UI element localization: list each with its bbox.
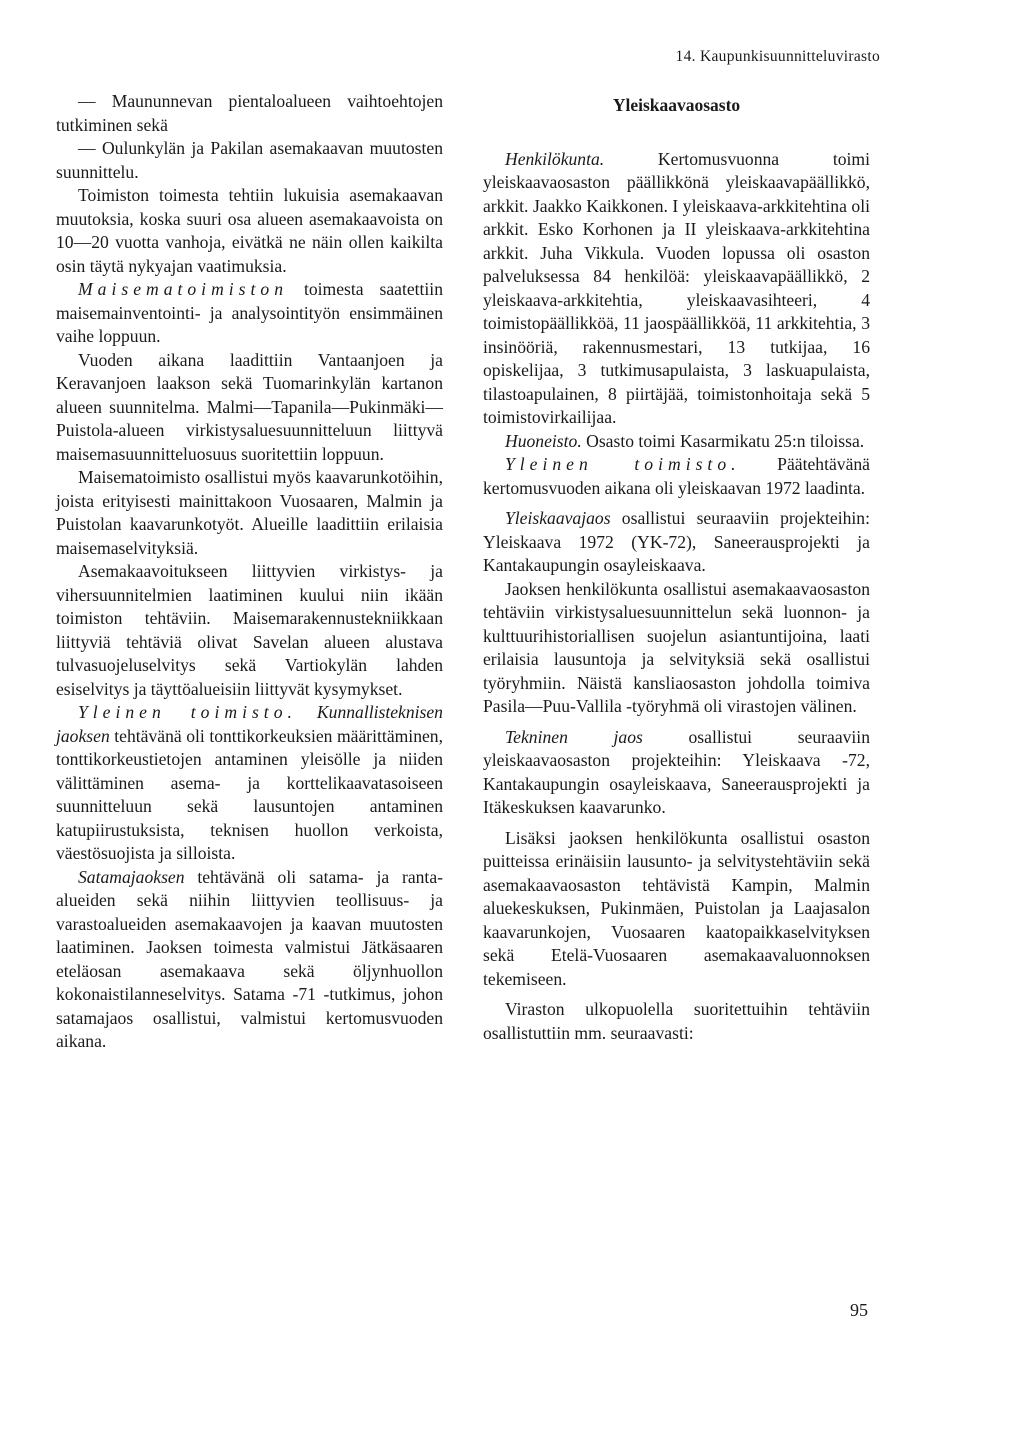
paragraph: Jaoksen henkilökunta osallistui asemakaavaosaston tehtäviin virkistysaluesuunnittelun sekä luonnon- ja kulttuurihistoriallisen suojelun asiantuntijoina, laati erilaisia lausuntoja ja selvityksiä sekä osallistui työryhmiin. Näistä kansliaosaston johdolla toimiva Pasila—Puu-Vallila -työryhmä oli virastojen välinen. bbox=[483, 578, 870, 716]
italic-term: Tekninen jaos bbox=[505, 726, 643, 747]
paragraph bbox=[483, 430, 870, 454]
dash-item-1: — Maununnevan pientaloalueen vaihtoehtojen tutkiminen sekä bbox=[56, 91, 443, 135]
paragraph-text: Kertomusvuonna toimi yleiskaavaosaston päällikkönä yleiskaavapäällikkö, arkkit. Jaakko Kaikkonen. I yleiskaava-arkkitehtina oli arkkit. Esko Korhonen ja II yleiskaava-arkkitehtina arkkit. Juha Vikkula. Vuoden lopussa oli osaston palveluksessa 84 henkilöä: yleiskaavapäällikkö, 2 yleiskaava-arkkitehtia, yleiskaavasihteeri, 4 toimistopäällikköä, 11 jaospäällikköä, 11 arkkitehtia, 3 insinööriä, rakennusmestari, 13 tutkijaa, 16 opiskelijaa, 3 tutkimusapulaista, 3 laskuapulaista, tilastoapulainen, 8 piirtäjää, toimistonhoitaja sekä 5 toimistovirkailijaa. bbox=[483, 148, 870, 427]
italic-term: Huoneisto. bbox=[505, 430, 582, 451]
paragraph bbox=[56, 866, 443, 1054]
paragraph bbox=[483, 453, 870, 500]
left-column bbox=[56, 90, 443, 1054]
paragraph: Asemakaavoitukseen liittyvien virkistys- ja vihersuunnitelmien laatiminen kuului niin ikään toimiston tehtäviin. Maisemarakennustekniikkaan liittyviä tehtäviä olivat Savelan alueen alustava tulvasuojeluselvitys sekä Vartiokylän lahden esiselvitys ja täyttöalueisiin liittyvät kysymykset. bbox=[56, 561, 443, 699]
paragraph-text: osallistui seuraaviin yleiskaavaosaston projekteihin: Yleiskaava -72, Kantakaupungin osayleiskaava, Saneerausprojekti ja Itäkeskuksen kaavarunko. bbox=[483, 726, 870, 817]
right-column bbox=[483, 90, 870, 1045]
paragraph: Viraston ulkopuolella suoritettuihin tehtäviin osallistuttiin mm. seuraavasti: bbox=[483, 999, 870, 1043]
paragraph: Lisäksi jaoksen henkilökunta osallistui osaston puitteissa erinäisiin lausunto- ja selvitystehtäviin sekä asemakaavaosaston tehtävistä Kampin, Malmin aluekeskuksen, Pukinmäen, Puistolan ja Laajasalon kaavarunkojen, Vuosaaren kaatopaikkaselvityksen sekä Etelä-Vuosaaren asemakaavaluonnoksen tekemiseen. bbox=[483, 827, 870, 989]
italic-term: Kunnallisteknisen jaoksen bbox=[56, 702, 443, 746]
spaced-heading: Yleinen toimisto. bbox=[78, 702, 297, 722]
paragraph-text: toimesta saatettiin maisemainventointi- ja analysointityön ensimmäinen vaihe loppuun. bbox=[56, 279, 443, 346]
page-number: 95 bbox=[850, 1300, 868, 1320]
running-header: 14. Kaupunkisuunnitteluvirasto bbox=[675, 48, 880, 65]
paragraph bbox=[483, 148, 870, 430]
paragraph-text: Päätehtävänä kertomusvuoden aikana oli yleiskaavan 1972 laadinta. bbox=[483, 454, 870, 498]
paragraph: Vuoden aikana laadittiin Vantaanjoen ja Keravanjoen laakson sekä Tuomarinkylän kartanon alueen suunnitelma. Malmi—Tapanila—Pukinmäki—Puistola-alueen virkistysaluesuunnitteluun liittyvä maisemasuunnitteluosuus suoritettiin loppuun. bbox=[56, 349, 443, 464]
paragraph-text: Osasto toimi Kasarmikatu 25:n tiloissa. bbox=[581, 430, 865, 451]
paragraph bbox=[56, 701, 443, 866]
spaced-heading: Yleinen toimisto. bbox=[505, 454, 741, 474]
italic-term: Satamajaoksen bbox=[78, 866, 185, 887]
italic-term: Yleiskaavajaos bbox=[505, 508, 611, 528]
paragraph-text: tehtävänä oli tonttikorkeuksien määrittäminen, tonttikorkeustietojen antaminen yleisölle ja niiden välittäminen asema- ja korttelikaavatasoiseen suunnitteluun sekä lausuntojen antaminen katupiirustuksista, teknisen huollon verkoista, väestösuojista ja silloista. bbox=[56, 725, 443, 863]
paragraph-text: tehtävänä oli satama- ja ranta-alueiden sekä niihin liittyvien teollisuus- ja varastoalueiden asemakaavojen ja kaavan muutosten laatiminen. Jaoksen toimesta valmistui Jätkäsaaren eteläosan asemakaava sekä öljynhuollon kokonaistilanneselvitys. Satama -71 -tutkimus, johon satamajaos osallistui, valmistui kertomusvuoden aikana. bbox=[56, 866, 443, 1051]
section-title: Yleiskaavaosasto bbox=[612, 95, 741, 115]
spaced-heading: Maisematoimiston bbox=[78, 279, 288, 299]
paragraph bbox=[483, 726, 870, 820]
paragraph-text: osallistui seuraaviin projekteihin: Yleiskaava 1972 (YK-72), Saneerausprojekti ja Kantakaupungin osayleiskaava. bbox=[483, 508, 870, 575]
paragraph: Maisematoimisto osallistui myös kaavarunkotöihin, joista erityisesti mainittakoon Vuosaaren, Malmin ja Puistolan kaavarunkotyöt. Alueille laadittiin erilaisia maisemaselvityksiä. bbox=[56, 467, 443, 558]
paragraph bbox=[483, 507, 870, 578]
paragraph: Toimiston toimesta tehtiin lukuisia asemakaavan muutoksia, koska suuri osa alueen asemakaavoista on 10—20 vuotta vanhoja, eivätkä ne näin ollen kaikilta osin täytä nykyajan vaatimuksia. bbox=[56, 185, 443, 276]
dash-item-2: — Oulunkylän ja Pakilan asemakaavan muutosten suunnittelu. bbox=[56, 138, 443, 182]
italic-term: Henkilökunta. bbox=[505, 148, 605, 169]
paragraph bbox=[56, 278, 443, 349]
